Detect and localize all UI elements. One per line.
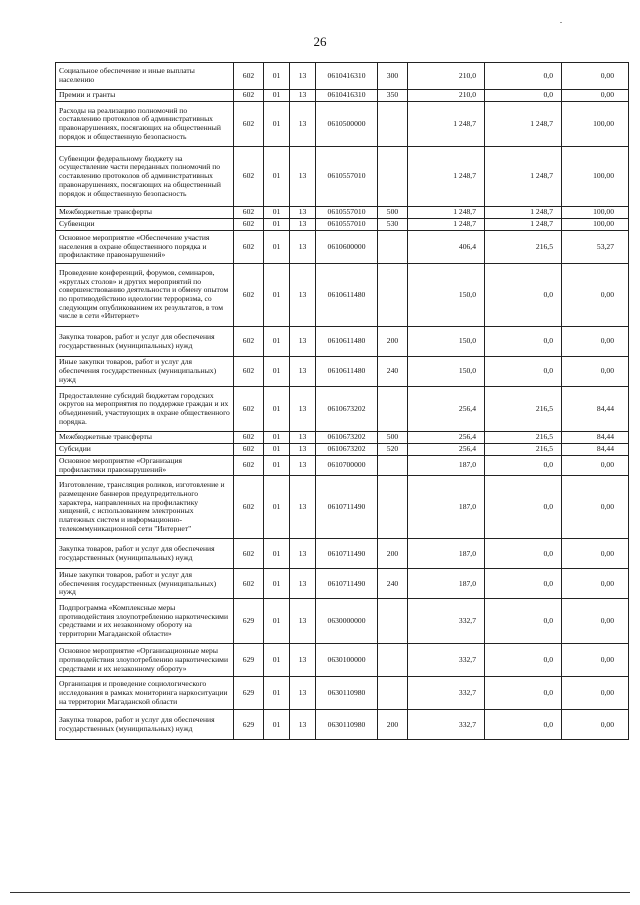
row-type: 200 xyxy=(378,710,408,740)
row-subsection: 13 xyxy=(290,677,316,710)
row-fact: 0,0 xyxy=(485,677,562,710)
row-section: 01 xyxy=(264,644,290,677)
row-target: 0610500000 xyxy=(316,102,378,147)
row-section: 01 xyxy=(264,599,290,644)
scan-speck xyxy=(560,22,562,23)
row-target: 0630110980 xyxy=(316,677,378,710)
row-section: 01 xyxy=(264,444,290,456)
row-plan: 1 248,7 xyxy=(408,219,485,231)
row-name: Закупка товаров, работ и услуг для обеспечения государственных (муниципальных) нужд xyxy=(56,710,234,740)
row-fact: 1 248,7 xyxy=(485,147,562,207)
row-type xyxy=(378,264,408,327)
row-target: 0610673202 xyxy=(316,387,378,432)
row-section: 01 xyxy=(264,539,290,569)
row-section: 01 xyxy=(264,219,290,231)
row-plan: 1 248,7 xyxy=(408,207,485,219)
row-fact: 0,0 xyxy=(485,63,562,90)
row-target: 0610711490 xyxy=(316,476,378,539)
row-fact: 1 248,7 xyxy=(485,207,562,219)
row-target: 0610700000 xyxy=(316,456,378,476)
row-plan: 210,0 xyxy=(408,90,485,102)
table-row xyxy=(56,644,629,677)
row-ministry: 602 xyxy=(234,231,264,264)
row-plan: 210,0 xyxy=(408,63,485,90)
row-type xyxy=(378,456,408,476)
row-ministry: 602 xyxy=(234,456,264,476)
table-row xyxy=(56,599,629,644)
row-type xyxy=(378,147,408,207)
row-ministry: 602 xyxy=(234,102,264,147)
row-target: 0630000000 xyxy=(316,599,378,644)
row-name: Закупка товаров, работ и услуг для обеспечения государственных (муниципальных) нужд xyxy=(56,327,234,357)
row-percent: 0,00 xyxy=(562,327,629,357)
row-name: Социальное обеспечение и иные выплаты населению xyxy=(56,63,234,90)
row-subsection: 13 xyxy=(290,387,316,432)
row-target: 0610611480 xyxy=(316,327,378,357)
row-plan: 332,7 xyxy=(408,710,485,740)
row-name: Закупка товаров, работ и услуг для обеспечения государственных (муниципальных) нужд xyxy=(56,539,234,569)
row-section: 01 xyxy=(264,387,290,432)
row-fact: 0,0 xyxy=(485,90,562,102)
row-percent: 84,44 xyxy=(562,387,629,432)
row-percent: 53,27 xyxy=(562,231,629,264)
row-name: Расходы на реализацию полномочий по составлению протоколов об административных правонарушениях, посягающих на общественный порядок и общественную безопасность xyxy=(56,102,234,147)
row-plan: 332,7 xyxy=(408,599,485,644)
row-section: 01 xyxy=(264,327,290,357)
table-row xyxy=(56,387,629,432)
row-subsection: 13 xyxy=(290,147,316,207)
row-type: 200 xyxy=(378,539,408,569)
table-row xyxy=(56,147,629,207)
row-subsection: 13 xyxy=(290,219,316,231)
row-ministry: 602 xyxy=(234,539,264,569)
row-target: 0630110980 xyxy=(316,710,378,740)
row-fact: 0,0 xyxy=(485,644,562,677)
row-section: 01 xyxy=(264,90,290,102)
row-ministry: 602 xyxy=(234,264,264,327)
row-target: 0610416310 xyxy=(316,63,378,90)
row-percent: 0,00 xyxy=(562,677,629,710)
row-ministry: 602 xyxy=(234,432,264,444)
row-plan: 187,0 xyxy=(408,569,485,599)
table-row xyxy=(56,456,629,476)
row-section: 01 xyxy=(264,569,290,599)
row-name: Премии и гранты xyxy=(56,90,234,102)
row-percent: 0,00 xyxy=(562,476,629,539)
row-name: Основное мероприятие «Организация профилактики правонарушений» xyxy=(56,456,234,476)
row-name: Субвенции xyxy=(56,219,234,231)
row-plan: 187,0 xyxy=(408,476,485,539)
row-type: 300 xyxy=(378,63,408,90)
row-ministry: 602 xyxy=(234,147,264,207)
row-type xyxy=(378,677,408,710)
row-fact: 0,0 xyxy=(485,357,562,387)
bottom-rule xyxy=(10,892,630,893)
row-section: 01 xyxy=(264,710,290,740)
row-target: 0610416310 xyxy=(316,90,378,102)
row-type: 240 xyxy=(378,357,408,387)
row-percent: 0,00 xyxy=(562,539,629,569)
row-percent: 0,00 xyxy=(562,644,629,677)
table-row xyxy=(56,327,629,357)
row-type xyxy=(378,476,408,539)
table-row xyxy=(56,710,629,740)
budget-table xyxy=(55,62,629,740)
row-percent: 0,00 xyxy=(562,710,629,740)
row-name: Основное мероприятие «Обеспечение участия населения в охране общественного порядка и профилактике правонарушений» xyxy=(56,231,234,264)
row-subsection: 13 xyxy=(290,264,316,327)
row-type xyxy=(378,599,408,644)
row-fact: 0,0 xyxy=(485,599,562,644)
row-name: Межбюджетные трансферты xyxy=(56,207,234,219)
row-percent: 0,00 xyxy=(562,264,629,327)
row-section: 01 xyxy=(264,207,290,219)
row-plan: 332,7 xyxy=(408,677,485,710)
row-plan: 150,0 xyxy=(408,264,485,327)
table-row xyxy=(56,444,629,456)
row-plan: 256,4 xyxy=(408,387,485,432)
row-plan: 187,0 xyxy=(408,456,485,476)
row-percent: 0,00 xyxy=(562,599,629,644)
row-section: 01 xyxy=(264,357,290,387)
row-plan: 256,4 xyxy=(408,444,485,456)
row-subsection: 13 xyxy=(290,102,316,147)
row-type xyxy=(378,231,408,264)
row-subsection: 13 xyxy=(290,207,316,219)
row-percent: 0,00 xyxy=(562,63,629,90)
row-percent: 0,00 xyxy=(562,357,629,387)
table-row xyxy=(56,207,629,219)
row-ministry: 602 xyxy=(234,357,264,387)
row-percent: 100,00 xyxy=(562,147,629,207)
row-fact: 0,0 xyxy=(485,327,562,357)
row-ministry: 602 xyxy=(234,569,264,599)
row-percent: 100,00 xyxy=(562,102,629,147)
row-subsection: 13 xyxy=(290,432,316,444)
row-name: Проведение конференций, форумов, семинаров, «круглых столов» и других мероприятий по совершенствованию деятельности и обмену опытом по противодействию идеологии терроризма, со следующим опубликованием их результатов, в том числе в сети «Интернет» xyxy=(56,264,234,327)
row-plan: 256,4 xyxy=(408,432,485,444)
row-subsection: 13 xyxy=(290,456,316,476)
row-plan: 1 248,7 xyxy=(408,102,485,147)
row-subsection: 13 xyxy=(290,231,316,264)
row-type: 500 xyxy=(378,432,408,444)
row-target: 0610557010 xyxy=(316,147,378,207)
row-type: 520 xyxy=(378,444,408,456)
row-type: 500 xyxy=(378,207,408,219)
row-target: 0610557010 xyxy=(316,219,378,231)
page-number: 26 xyxy=(313,34,327,49)
table-row xyxy=(56,476,629,539)
row-type xyxy=(378,102,408,147)
row-target: 0610557010 xyxy=(316,207,378,219)
table-row xyxy=(56,63,629,90)
row-section: 01 xyxy=(264,677,290,710)
row-percent: 84,44 xyxy=(562,444,629,456)
row-target: 0610711490 xyxy=(316,539,378,569)
row-section: 01 xyxy=(264,63,290,90)
row-name: Основное мероприятие «Организационные меры противодействия злоупотреблению наркотическими средствами и их незаконному обороту» xyxy=(56,644,234,677)
row-target: 0610673202 xyxy=(316,444,378,456)
row-type: 350 xyxy=(378,90,408,102)
row-target: 0610711490 xyxy=(316,569,378,599)
table-row xyxy=(56,677,629,710)
row-percent: 0,00 xyxy=(562,456,629,476)
row-section: 01 xyxy=(264,432,290,444)
row-fact: 216,5 xyxy=(485,444,562,456)
row-ministry: 602 xyxy=(234,207,264,219)
row-type: 200 xyxy=(378,327,408,357)
table-row xyxy=(56,231,629,264)
row-name: Межбюджетные трансферты xyxy=(56,432,234,444)
row-type xyxy=(378,644,408,677)
row-fact: 1 248,7 xyxy=(485,219,562,231)
row-name: Подпрограмма «Комплексные меры противодействия злоупотреблению наркотическими средствами и их незаконному обороту на территории Магаданской области» xyxy=(56,599,234,644)
row-subsection: 13 xyxy=(290,476,316,539)
row-section: 01 xyxy=(264,476,290,539)
row-subsection: 13 xyxy=(290,327,316,357)
row-fact: 216,5 xyxy=(485,231,562,264)
table-row xyxy=(56,264,629,327)
row-name: Субсидии xyxy=(56,444,234,456)
row-section: 01 xyxy=(264,456,290,476)
row-percent: 100,00 xyxy=(562,207,629,219)
row-fact: 216,5 xyxy=(485,432,562,444)
row-type: 240 xyxy=(378,569,408,599)
row-fact: 0,0 xyxy=(485,569,562,599)
row-fact: 0,0 xyxy=(485,264,562,327)
row-subsection: 13 xyxy=(290,599,316,644)
row-ministry: 602 xyxy=(234,327,264,357)
row-section: 01 xyxy=(264,264,290,327)
row-subsection: 13 xyxy=(290,444,316,456)
row-ministry: 602 xyxy=(234,387,264,432)
row-name: Иные закупки товаров, работ и услуг для обеспечения государственных (муниципальных) нужд xyxy=(56,569,234,599)
row-plan: 187,0 xyxy=(408,539,485,569)
row-type: 530 xyxy=(378,219,408,231)
row-target: 0610611480 xyxy=(316,357,378,387)
row-ministry: 629 xyxy=(234,644,264,677)
table-row xyxy=(56,102,629,147)
row-target: 0630100000 xyxy=(316,644,378,677)
table-row xyxy=(56,357,629,387)
row-target: 0610673202 xyxy=(316,432,378,444)
row-name: Предоставление субсидий бюджетам городских округов на мероприятия по поддержке граждан и их объединений, участвующих в охране общественного порядка. xyxy=(56,387,234,432)
row-fact: 0,0 xyxy=(485,539,562,569)
row-fact: 1 248,7 xyxy=(485,102,562,147)
row-ministry: 602 xyxy=(234,219,264,231)
row-name: Иные закупки товаров, работ и услуг для обеспечения государственных (муниципальных) нужд xyxy=(56,357,234,387)
row-plan: 150,0 xyxy=(408,327,485,357)
table-row xyxy=(56,432,629,444)
table-row xyxy=(56,90,629,102)
row-plan: 332,7 xyxy=(408,644,485,677)
row-percent: 0,00 xyxy=(562,569,629,599)
row-subsection: 13 xyxy=(290,569,316,599)
row-plan: 1 248,7 xyxy=(408,147,485,207)
row-percent: 100,00 xyxy=(562,219,629,231)
row-name: Субвенции федеральному бюджету на осуществление части переданных полномочий по составлению протоколов об административных правонарушениях, посягающих на общественный порядок и общественную безопасность xyxy=(56,147,234,207)
row-fact: 216,5 xyxy=(485,387,562,432)
row-subsection: 13 xyxy=(290,63,316,90)
row-name: Изготовление, трансляция роликов, изготовление и размещение баннеров предупредительного характера, направленных на профилактику хищений, с использованием электронных платежных систем и информационно-телекоммуникационной сети "Интернет" xyxy=(56,476,234,539)
row-ministry: 629 xyxy=(234,710,264,740)
row-percent: 0,00 xyxy=(562,90,629,102)
row-ministry: 602 xyxy=(234,90,264,102)
row-ministry: 629 xyxy=(234,677,264,710)
row-fact: 0,0 xyxy=(485,476,562,539)
row-ministry: 602 xyxy=(234,476,264,539)
row-subsection: 13 xyxy=(290,539,316,569)
row-subsection: 13 xyxy=(290,357,316,387)
row-subsection: 13 xyxy=(290,644,316,677)
table-body xyxy=(56,63,629,740)
row-subsection: 13 xyxy=(290,710,316,740)
row-subsection: 13 xyxy=(290,90,316,102)
row-plan: 150,0 xyxy=(408,357,485,387)
row-plan: 406,4 xyxy=(408,231,485,264)
row-percent: 84,44 xyxy=(562,432,629,444)
row-name: Организация и проведение социологического исследования в рамках мониторинга наркоситуации на территории Магаданской области xyxy=(56,677,234,710)
row-section: 01 xyxy=(264,102,290,147)
table-row xyxy=(56,539,629,569)
table-row xyxy=(56,569,629,599)
row-ministry: 629 xyxy=(234,599,264,644)
row-ministry: 602 xyxy=(234,63,264,90)
row-section: 01 xyxy=(264,147,290,207)
row-type xyxy=(378,387,408,432)
row-target: 0610600000 xyxy=(316,231,378,264)
row-ministry: 602 xyxy=(234,444,264,456)
row-fact: 0,0 xyxy=(485,456,562,476)
table-row xyxy=(56,219,629,231)
row-section: 01 xyxy=(264,231,290,264)
row-target: 0610611480 xyxy=(316,264,378,327)
row-fact: 0,0 xyxy=(485,710,562,740)
